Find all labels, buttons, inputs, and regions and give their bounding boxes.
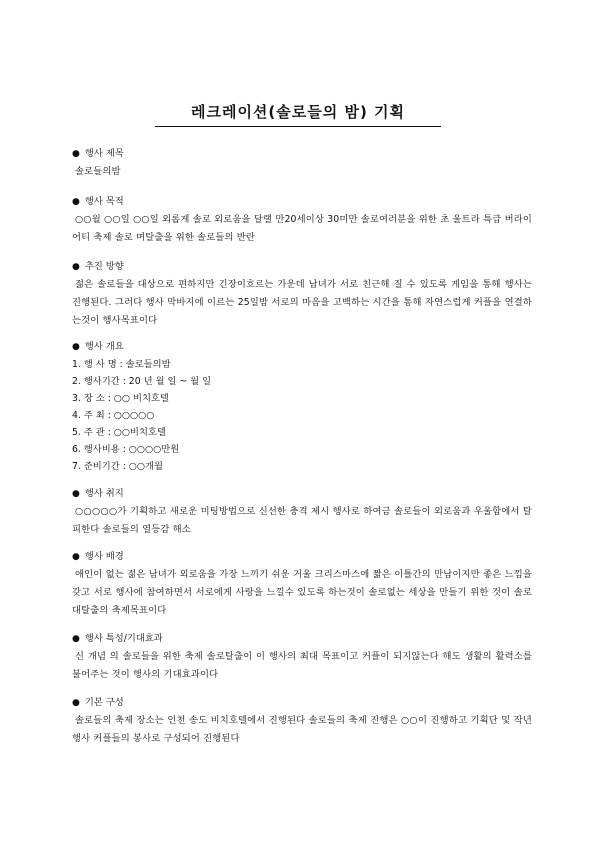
section-structure	[72, 694, 532, 748]
section-body: ○○월 ○○일 ○○일 외롭게 솔로 외로움을 달랠 만20세이상 30미만 솔로여러분을 위한 초 울트라 특급 버라이어티 축제 솔로 며탈출을 위한 솔로들의 반란	[72, 214, 532, 243]
document-title: 레크레이션(솔로들의 밤) 기획	[155, 100, 441, 127]
section-heading-text: 행사 개요	[84, 341, 124, 352]
section-purpose	[72, 193, 532, 247]
section-heading	[72, 258, 532, 276]
overview-item-host: 4. 주 최 : ○○○○○	[72, 410, 155, 421]
bullet-icon: ●	[72, 149, 80, 159]
section-heading	[72, 630, 532, 648]
overview-item-organizer: 5. 주 관 : ○○비치호텔	[72, 427, 166, 438]
section-heading-text: 행사 취지	[84, 488, 124, 499]
section-body: 솔로들의 축제 장소는 인천 송도 비치호텔에서 진행된다 솔로들의 축제 진행은 ○○이 진행하고 기획단 및 작년행사 커플들의 봉사로 구성되어 진행된다	[72, 715, 532, 744]
overview-item-prep-period: 7. 준비기간 : ○○개월	[72, 461, 163, 472]
section-heading-text: 행사 목적	[84, 196, 124, 207]
section-heading-text: 행사 배경	[84, 551, 124, 562]
section-overview	[72, 338, 532, 475]
overview-item-period: 2. 행사기간 : 20 년 월 일 ~ 월 일	[72, 376, 212, 387]
section-body: 젊은 솔로들을 대상으로 편하지만 긴장이흐르는 가운데 남녀가 서로 친근해 질 수 있도록 게임을 통해 행사는 진행된다. 그러다 행사 막바지에 이르는 25일밤 서로의 마음을 고백하는 시간을 통해 자연스럽게 커플을 연결하는것이 행사목표이다	[72, 279, 532, 326]
overview-item-name: 1. 행 사 명 : 솔로들의밤	[72, 359, 171, 370]
bullet-icon: ●	[72, 197, 80, 207]
section-body: 솔로들의밤	[75, 166, 121, 177]
bullet-icon: ●	[72, 262, 80, 272]
section-event-title	[72, 145, 532, 181]
section-intent	[72, 485, 532, 539]
overview-item-venue: 3. 장 소 : ○○ 비치호텔	[72, 393, 169, 404]
bullet-icon: ●	[72, 634, 80, 644]
overview-list	[72, 356, 532, 475]
section-direction	[72, 258, 532, 330]
bullet-icon: ●	[72, 698, 80, 708]
section-body: 애인이 없는 젊은 남녀가 외로움을 가장 느끼기 쉬운 거울 크리스마스에 짧은 이틀간의 만남이지만 좋은 느낌을 갖고 서로 행사에 참여하면서 서로에게 사랑을 느낄수 있도록 하는것이 솔로없는 세상을 만들기 위한 것이 솔로대탈출의 축제목표이다	[72, 569, 532, 616]
section-heading-text: 기본 구성	[84, 697, 124, 708]
section-body: ○○○○○가 기획하고 새로운 미팅방법으로 신선한 충격 제시 행사로 하여금 솔로들이 외로움과 우울함에서 탈피한다 솔로들의 열등감 해소	[72, 506, 532, 535]
section-heading-text: 추진 방향	[84, 261, 124, 272]
section-heading	[72, 694, 532, 712]
section-heading-text: 행사 특성/기대효과	[84, 633, 163, 644]
section-body: 신 개념 의 솔로들을 위한 축제 솔로탈출이 이 행사의 최대 목표이고 커플이 되지않는다 해도 생활의 활력소를 불어주는 것이 행사의 기대효과이다	[72, 651, 532, 680]
overview-item-budget: 6. 행사비용 : ○○○○만원	[72, 444, 180, 455]
section-heading	[72, 485, 532, 503]
section-features	[72, 630, 532, 684]
section-heading	[72, 548, 532, 566]
section-heading-text: 행사 제목	[84, 148, 124, 159]
bullet-icon: ●	[72, 342, 80, 352]
bullet-icon: ●	[72, 489, 80, 499]
section-heading	[72, 193, 532, 211]
section-heading	[72, 145, 532, 163]
section-background	[72, 548, 532, 620]
bullet-icon: ●	[72, 552, 80, 562]
section-heading	[72, 338, 532, 356]
